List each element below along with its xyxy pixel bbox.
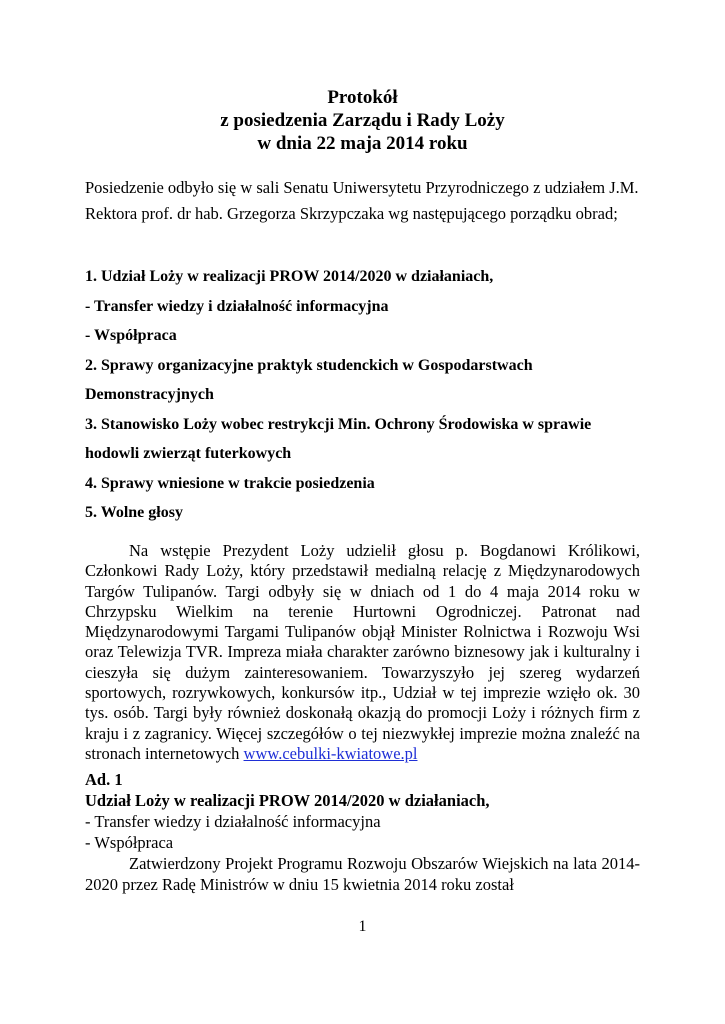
agenda-list <box>85 262 655 528</box>
agenda-item: 3. Stanowisko Loży wobec restrykcji Min. Ochrony Środowiska w sprawie <box>85 415 592 433</box>
agenda-item: 2. Sprawy organizacyjne praktyk studenckich w Gospodarstwach <box>85 356 533 374</box>
section-ad1-item: - Współpraca <box>85 833 174 852</box>
section-ad1-heading <box>85 769 645 811</box>
agenda-item: 5. Wolne głosy <box>85 504 183 521</box>
section-ad1-item: - Transfer wiedzy i działalność informacyjna <box>85 812 381 831</box>
report-paragraph-text: Na wstępie Prezydent Loży udzielił głosu p. Bogdanowi Królikowi, Członkowi Rady Loży, który przedstawił medialną relację z Międzynarodowych Targów Tulipanów. Targi odbyły się w dniach od 1 do 4 maja 2014 roku w Chrzypsku Wielkim na terenie Hurtowni Ogrodniczej. Patronat nad Międzynarodowymi Targami Tulipanów objął Minister Rolnictwa i Rozwoju Wsi oraz Telewizja TVR. Impreza miała charakter zarówno biznesowy jak i kulturalny i cieszyła się dużym zainteresowaniem. Towarzyszyło jej szereg wydarzeń sportowych, rozrywkowych, konkursów itp., Udział w tej imprezie wzięło ok. 30 tys. osób. Targi były również doskonałą okazją do promocji Loży i różnych firm z kraju i z zagranicy. Więcej szczegółów o tej niezwykłej imprezie można znaleźć na stronach internetowych <box>85 541 640 763</box>
document-title <box>0 86 725 155</box>
section-ad1-items <box>85 811 645 853</box>
report-paragraph <box>85 541 640 764</box>
agenda-item: Demonstracyjnych <box>85 386 214 403</box>
title-line-3: w dnia 22 maja 2014 roku <box>257 133 468 154</box>
section-ad1-label: Ad. 1 <box>85 770 123 789</box>
agenda-item: 4. Sprawy wniesione w trakcie posiedzenia <box>85 474 375 492</box>
title-line-1: Protokół <box>327 87 398 108</box>
agenda-item: 1. Udział Loży w realizacji PROW 2014/2020 w działaniach, <box>85 268 494 285</box>
agenda-item: hodowli zwierząt futerkowych <box>85 445 292 462</box>
website-link[interactable]: www.cebulki-kwiatowe.pl <box>243 743 418 763</box>
page-number: 1 <box>358 918 367 935</box>
intro-paragraph: Posiedzenie odbyło się w sali Senatu Uniwersytetu Przyrodniczego z udziałem J.M. Rektora prof. dr hab. Grzegorza Skrzypczaka wg następującego porządku obrad; <box>85 178 639 223</box>
title-line-2: z posiedzenia Zarządu i Rady Loży <box>220 110 505 131</box>
section-ad1-paragraph: Zatwierdzony Projekt Programu Rozwoju Obszarów Wiejskich na lata 2014-2020 przez Radę Ministrów w dniu 15 kwietnia 2014 roku został <box>85 854 640 894</box>
section-ad1-title: Udział Loży w realizacji PROW 2014/2020 w działaniach, <box>85 791 490 810</box>
agenda-item: - Transfer wiedzy i działalność informacyjna <box>85 297 389 315</box>
agenda-item: - Współpraca <box>85 327 177 344</box>
